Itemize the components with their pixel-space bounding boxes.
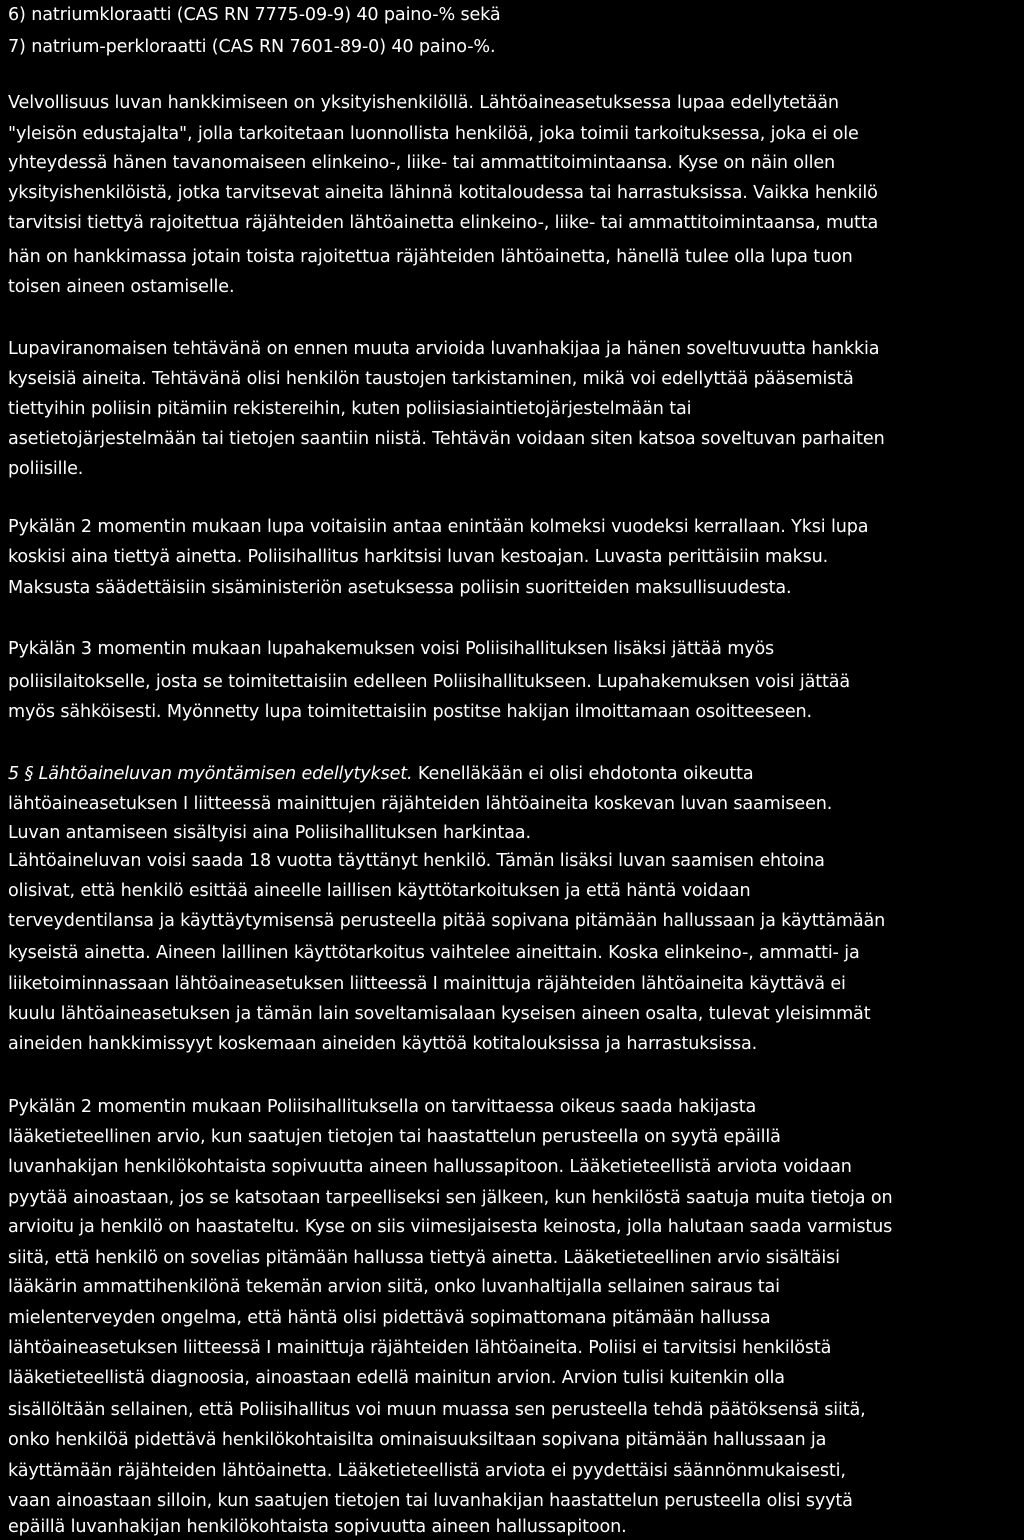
paragraph-line: käyttämään räjähteiden lähtöainetta. Lääketieteellistä arviota ei pyydettäisi säännönmukaisesti,: [8, 1461, 846, 1481]
paragraph-line: onko henkilöä pidettävä henkilökohtaisilta ominaisuuksiltaan sopivana pitämään hallussaan ja: [8, 1430, 827, 1450]
paragraph-line: lähtöaineasetuksen liitteessä I mainittuja räjähteiden lähtöaineita. Poliisi ei tarvitsisi henkilöstä: [8, 1338, 832, 1358]
paragraph-line: hän on hankkimassa jotain toista rajoitettua räjähteiden lähtöainetta, hänellä tulee olla lupa tuon: [8, 247, 853, 267]
paragraph-line: Luvan antamiseen sisältyisi aina Poliisihallituksen harkintaa.: [8, 823, 531, 843]
paragraph-line: terveydentilansa ja käyttäytymisensä perusteella pitää sopivana pitämään hallussaan ja käyttämään: [8, 911, 886, 931]
paragraph-line: myös sähköisesti. Myönnetty lupa toimitettaisiin postitse hakijan ilmoittamaan osoitteeseen.: [8, 702, 812, 722]
paragraph-line: poliisilaitokselle, josta se toimitettaisiin edelleen Poliisihallitukseen. Lupahakemuksen voisi jättää: [8, 672, 850, 692]
paragraph-line: lääketieteellinen arvio, kun saatujen tietojen tai haastattelun perusteella on syytä epäillä: [8, 1127, 781, 1147]
paragraph-line: tarvitsisi tiettyä rajoitettua räjähteiden lähtöainetta elinkeino-, liike- tai ammattitoimintaansa, mutta: [8, 213, 879, 233]
paragraph-line: kuulu lähtöaineasetuksen ja tämän lain soveltamisalaan kyseisen aineen osalta, tulevat yleisimmät: [8, 1004, 871, 1024]
paragraph-line: epäillä luvanhakijan henkilökohtaista sopivuutta aineen hallussapitoon.: [8, 1517, 627, 1537]
paragraph-line: mielenterveyden ongelma, että häntä olisi pidettävä sopimattomana pitämään hallussa: [8, 1308, 771, 1328]
paragraph-line: kyseistä ainetta. Aineen laillinen käyttötarkoitus vaihtelee aineittain. Koska elinkeino-, ammatti- ja: [8, 943, 860, 963]
paragraph-line: toisen aineen ostamiselle.: [8, 277, 235, 297]
paragraph-line: yksityishenkilöistä, jotka tarvitsevat aineita lähinnä kotitaloudessa tai harrastuksissa. Vaikka henkilö: [8, 183, 878, 203]
paragraph-line: Lupaviranomaisen tehtävänä on ennen muuta arvioida luvanhakijaa ja hänen soveltuvuutta hankkia: [8, 339, 880, 359]
paragraph-line: pyytää ainoastaan, jos se katsotaan tarpeelliseksi sen jälkeen, kun henkilöstä saatuja muita tietoja on: [8, 1188, 893, 1208]
paragraph-line: Pykälän 2 momentin mukaan Poliisihallituksella on tarvittaessa oikeus saada hakijasta: [8, 1097, 757, 1117]
paragraph-line: Pykälän 2 momentin mukaan lupa voitaisiin antaa enintään kolmeksi vuodeksi kerrallaan. Yksi lupa: [8, 517, 869, 537]
paragraph-line: luvanhakijan henkilökohtaista sopivuutta aineen hallussapitoon. Lääketieteellistä arviota voidaan: [8, 1157, 852, 1177]
paragraph-line: poliisille.: [8, 459, 84, 479]
paragraph-line: kyseisiä aineita. Tehtävänä olisi henkilön taustojen tarkistaminen, mikä voi edellyttää pääsemistä: [8, 369, 854, 389]
section-first-line: [8, 761, 754, 787]
paragraph-line: Maksusta säädettäisiin sisäministeriön asetuksessa poliisin suoritteiden maksullisuudesta.: [8, 578, 792, 598]
section-first-line-text: Kenelläkään ei olisi ehdotonta oikeutta: [412, 764, 754, 784]
paragraph-line: koskisi aina tiettyä ainetta. Poliisihallitus harkitsisi luvan kestoajan. Luvasta perittäisiin maksu.: [8, 547, 829, 567]
paragraph-line: tiettyihin poliisin pitämiin rekistereihin, kuten poliisiasiaintietojärjestelmään tai: [8, 399, 692, 419]
paragraph-line: liiketoiminnassaan lähtöaineasetuksen liitteessä I mainittuja räjähteiden lähtöaineita käyttävä ei: [8, 974, 846, 994]
paragraph-line: lääkärin ammattihenkilönä tekemän arvion siitä, onko luvanhaltijalla sellainen sairaus tai: [8, 1277, 780, 1297]
section-heading: 5 § Lähtöaineluvan myöntämisen edellytykset.: [8, 764, 413, 784]
paragraph-line: "yleisön edustajalta", jolla tarkoitetaan luonnollista henkilöä, joka toimii tarkoituksessa, joka ei ole: [8, 124, 859, 144]
paragraph-line: sisällöltään sellainen, että Poliisihallitus voi muun muassa sen perusteella tehdä päätöksensä siitä,: [8, 1400, 866, 1420]
paragraph-line: lääketieteellistä diagnoosia, ainoastaan edellä mainitun arvion. Arvion tulisi kuitenkin olla: [8, 1368, 785, 1388]
paragraph-line: olisivat, että henkilö esittää aineelle laillisen käyttötarkoituksen ja että häntä voidaan: [8, 881, 751, 901]
paragraph-line: lähtöaineasetuksen I liitteessä mainittujen räjähteiden lähtöaineita koskevan luvan saamiseen.: [8, 794, 833, 814]
paragraph-line: Pykälän 3 momentin mukaan lupahakemuksen voisi Poliisihallituksen lisäksi jättää myös: [8, 639, 775, 659]
list-item: 6) natriumkloraatti (CAS RN 7775-09-9) 40 paino-% sekä: [8, 5, 501, 25]
paragraph-line: arvioitu ja henkilö on haastateltu. Kyse on siis viimesijaisesta keinosta, jolla halutaan saada varmistus: [8, 1217, 893, 1237]
paragraph-line: siitä, että henkilö on sovelias pitämään hallussa tiettyä ainetta. Lääketieteellinen arvio sisältäisi: [8, 1248, 840, 1268]
paragraph-line: asetietojärjestelmään tai tietojen saantiin niistä. Tehtävän voidaan siten katsoa soveltuvan parhaiten: [8, 429, 885, 449]
paragraph-line: vaan ainoastaan silloin, kun saatujen tietojen tai luvanhakijan haastattelun perusteella olisi syytä: [8, 1491, 853, 1511]
paragraph-line: aineiden hankkimissyyt koskemaan aineiden käyttöä kotitalouksissa ja harrastuksissa.: [8, 1034, 758, 1054]
paragraph-line: Velvollisuus luvan hankkimiseen on yksityishenkilöllä. Lähtöaineasetuksessa lupaa edellytetään: [8, 93, 839, 113]
paragraph-line: Lähtöaineluvan voisi saada 18 vuotta täyttänyt henkilö. Tämän lisäksi luvan saamisen ehtoina: [8, 851, 825, 871]
paragraph-line: yhteydessä hänen tavanomaiseen elinkeino-, liike- tai ammattitoimintaansa. Kyse on näin ollen: [8, 153, 836, 173]
list-item: 7) natrium-perkloraatti (CAS RN 7601-89-0) 40 paino-%.: [8, 37, 496, 57]
